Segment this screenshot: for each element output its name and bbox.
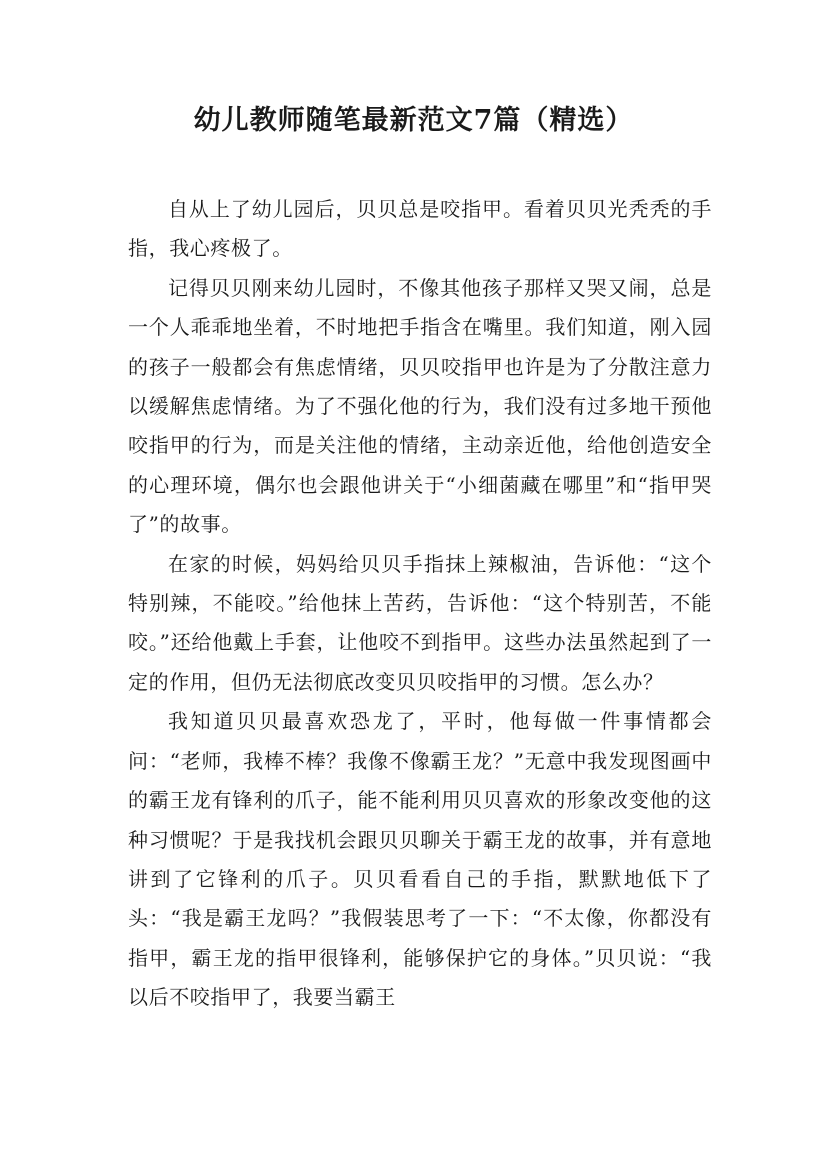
paragraph: 在家的时候，妈妈给贝贝手指抹上辣椒油，告诉他：“这个特别辣，不能咬。”给他抹上苦药，告诉他：“这个特别苦，不能咬。”还给他戴上手套，让他咬不到指甲。这些办法虽然起到了一定的作用，但仍无法彻底改变贝贝咬指甲的习惯。怎么办？ <box>128 551 712 694</box>
paragraph: 记得贝贝刚来幼儿园时，不像其他孩子那样又哭又闹，总是一个人乖乖地坐着，不时地把手指含在嘴里。我们知道，刚入园的孩子一般都会有焦虑情绪，贝贝咬指甲也许是为了分散注意力以缓解焦虑情绪。为了不强化他的行为，我们没有过多地干预他咬指甲的行为，而是关注他的情绪，主动亲近他，给他创造安全的心理环境，偶尔也会跟他讲关于“小细菌藏在哪里”和“指甲哭了”的故事。 <box>128 275 712 537</box>
document-title: 幼儿教师随笔最新范文7篇（精选） <box>193 105 634 136</box>
paragraph: 我知道贝贝最喜欢恐龙了，平时，他每做一件事情都会问：“老师，我棒不棒？我像不像霸王龙？”无意中我发现图画中的霸王龙有锋利的爪子，能不能利用贝贝喜欢的形象改变他的这种习惯呢？于是我找机会跟贝贝聊关于霸王龙的故事，并有意地讲到了它锋利的爪子。贝贝看看自己的手指，默默地低下了头：“我是霸王龙吗？”我假装思考了一下：“不太像，你都没有指甲，霸王龙的指甲很锋利，能够保护它的身体。”贝贝说：“我以后不咬指甲了，我要当霸王 <box>128 709 712 1010</box>
paragraph: 自从上了幼儿园后，贝贝总是咬指甲。看着贝贝光秃秃的手指，我心疼极了。 <box>128 197 712 261</box>
document-body <box>128 190 712 1018</box>
